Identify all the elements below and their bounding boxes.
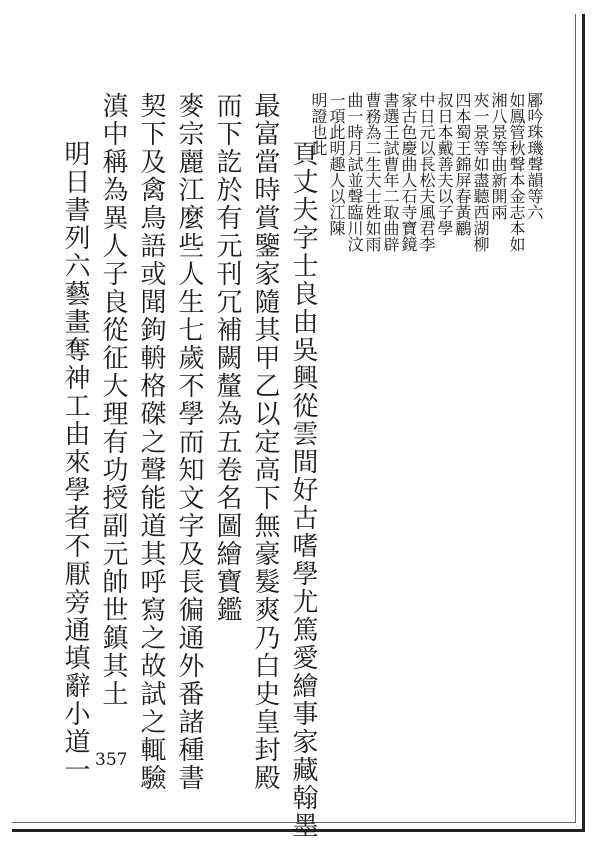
body-column: 麥宗麗江麼些人生七歲不學而知文字及長徧通外番諸種書 bbox=[174, 92, 204, 792]
note-column: 書選王試曹年二取曲辟 bbox=[381, 92, 400, 252]
note-column: 中日元以長松夫風君李 bbox=[417, 92, 436, 252]
body-column: 頁丈夫字士良由吳興從雲間好古嗜學尤篤愛繪事家藏翰墨 bbox=[288, 140, 318, 840]
note-column: 曹務為二生大士姓如雨 bbox=[363, 92, 382, 252]
note-column: 明證也此 bbox=[309, 92, 328, 156]
note-column: 如鳳管秋聲本金志本如 bbox=[507, 92, 526, 252]
body-column: 契下及禽鳥語或聞鉤輈格磔之聲能道其呼寫之故試之輒驗 bbox=[136, 92, 166, 792]
note-column: 叔日本戴善夫以子學 bbox=[435, 92, 454, 236]
body-column: 明日書列六藝畫奪神工由來學者不厭旁通填辭小道一 bbox=[60, 140, 90, 784]
note-column: 湘八景等曲新開兩 bbox=[489, 92, 508, 220]
note-column: 夾一景等如盡聽西湖柳 bbox=[471, 92, 490, 252]
note-column: 䣝吟珠璣聲韻等六 bbox=[525, 92, 544, 220]
note-column: 四本蜀王錦屏春黃鸝 bbox=[453, 92, 472, 236]
body-column: 而下訖於有元刊冗補闕釐為五卷名圖繪寶鑑 bbox=[212, 92, 242, 624]
note-column: 曲一時月試並聲臨川汶 bbox=[345, 92, 364, 252]
body-column: 滇中稱為異人子良從征大理有功授副元帥世鎮其土 bbox=[98, 92, 128, 708]
note-column: 家古色慶曲人石寺寶鏡 bbox=[399, 92, 418, 252]
page-number: 357 bbox=[95, 750, 128, 770]
body-column: 最富當時賞鑒家隨其甲乙以定高下無豪髮爽乃白史皇封殿 bbox=[250, 92, 280, 792]
note-column: 一項此明趣人以江陳 bbox=[327, 92, 346, 236]
